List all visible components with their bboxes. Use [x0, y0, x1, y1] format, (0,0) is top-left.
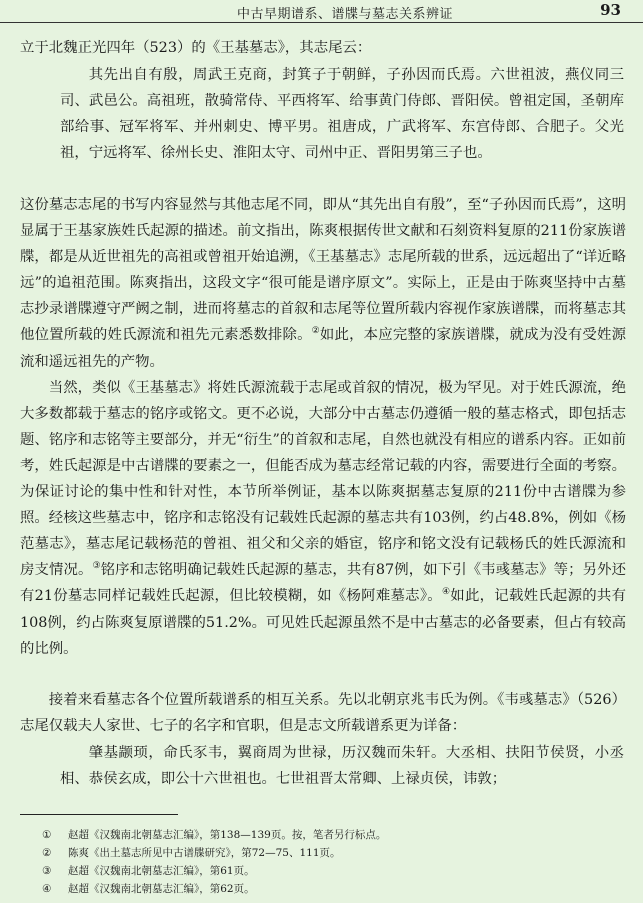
- footnote-ref-3[interactable]: ③: [92, 561, 101, 572]
- footnote-item: [42, 862, 622, 880]
- paragraph-1: [20, 192, 626, 375]
- quote-1-text: 其先出自有殷，周武王克商，封箕子于朝鲜，子孙因而氏焉。六世祖波，燕仪同三司、武邑公。高祖班，散骑常侍、平西将军、给事黄门侍郎、晋阳侯。曾祖定国，圣朝库部给事、冠军将军、并州刺史、博平男。祖唐成，广武将军、东宫侍郎、合肥子。父光祖，宁远将军、徐州长史、淮阳太守、司州中正、晋阳男第三子也。: [60, 67, 624, 162]
- paragraph-3: [20, 687, 626, 739]
- paragraph-1-text: 这份墓志志尾的书写内容显然与其他志尾不同，即从“其先出自有殷”，至“子孙因而氏焉”，这明显属于王基家族姓氏起源的描述。前文指出，陈爽根据传世文献和石刻资料复原的211份家族谱牒，都是从近世祖先的高祖或曾祖开始追溯，《王基墓志》志尾所载的世系，远远超出了“详近略远”的追祖范围。陈爽指出，这段文字“很可能是谱序原文”。实际上，正是由于陈爽坚持中古墓志抄录谱牒遵守严阙之制，进而将墓志的首叙和志尾等位置所载内容视作家族谱牒，而将墓志其他位置所载的姓氏源流和祖先元素悉数排除。: [20, 197, 626, 344]
- intro-line: [20, 35, 626, 61]
- quote-2-text: 肇基颛顼，命氏豕韦，翼商周为世禄，历汉魏而朱轩。大丞相、扶阳节侯贤，小丞相、恭侯玄成，即公十六世祖也。七世祖晋太常卿、上禄贞侯，讳敦；: [60, 745, 624, 788]
- block-quote-1: [60, 62, 624, 166]
- footnote-text: 陈爽《出土墓志所见中古谱牒研究》，第72—75、111页。: [68, 847, 341, 859]
- footnote-item: [42, 880, 622, 898]
- body-paragraphs: [20, 192, 626, 662]
- footnote-number: ③: [42, 865, 52, 877]
- footnote-text: 赵超《汉魏南北朝墓志汇编》，第138—139页。按，笔者另行标点。: [68, 829, 387, 841]
- paragraph-2-text-b: 铭序和志铭明确记载姓氏起源的墓志，共有87例，如下引《韦彧墓志》等；另外还有21份墓志同样记载姓氏起源，但比较模糊，如《杨阿难墓志》。: [20, 562, 626, 605]
- footnote-item: [42, 826, 622, 844]
- intro-text: 立于北魏正光四年（523）的《王基墓志》，其志尾云：: [20, 40, 372, 56]
- page-header: [0, 0, 643, 23]
- page-number: 93: [600, 1, 621, 19]
- footnote-number: ②: [42, 847, 52, 859]
- footnote-text: 赵超《汉魏南北朝墓志汇编》，第62页。: [68, 883, 255, 895]
- running-header-title: 中古早期谱系、谱牒与墓志关系辨证: [236, 7, 453, 22]
- paragraph-2-text-c: 如此，记载姓氏起源的共有108例，约占陈爽复原谱牒的51.2%。可见姓氏起源虽然不是中古墓志的必备要素，但占有较高的比例。: [20, 588, 626, 657]
- footnote-text: 赵超《汉魏南北朝墓志汇编》，第61页。: [68, 865, 255, 877]
- block-quote-2: [60, 740, 624, 792]
- footnotes: [42, 826, 622, 898]
- footnote-number: ④: [42, 883, 52, 895]
- paragraph-1-tail: 如此，本应完整的家族谱牒，就成为没有受姓源流和遥远祖先的产物。: [20, 327, 626, 370]
- footnote-ref-4[interactable]: ④: [441, 587, 451, 598]
- footnote-number: ①: [42, 829, 52, 841]
- paragraph-2-text-a: 当然，类似《王基墓志》将姓氏源流载于志尾或首叙的情况，极为罕见。对于姓氏源流，绝大多数都载于墓志的铭序或铭文。更不必说，大部分中古墓志仍遵循一般的墓志格式，即包括志题、铭序和志铭等主要部分，并无“衍生”的首叙和志尾，自然也就没有相应的谱系内容。正如前考，姓氏起源是中古谱牒的要素之一，但能否成为墓志经常记载的内容，需要进行全面的考察。为保证讨论的集中性和针对性，本节所举例证，基本以陈爽据墓志复原的211份中古谱牒为参照。经核这些墓志中，铭序和志铭没有记载姓氏起源的墓志共有103例，约占48.8%，例如《杨范墓志》，墓志尾记载杨范的曾祖、祖父和父亲的婚宦，铭序和铭文没有记载杨氏的姓氏源流和房支情况。: [20, 379, 626, 579]
- footnote-ref-2[interactable]: ②: [311, 326, 320, 337]
- paragraph-2: [20, 375, 626, 662]
- paragraph-3-text: 接着来看墓志各个位置所载谱系的相互关系。先以北朝京兆韦氏为例。《韦彧墓志》（526）志尾仅载夫人家世、七子的名字和官职，但是志文所载谱系更为详备：: [20, 692, 626, 735]
- footnote-divider: [20, 814, 178, 815]
- footnote-item: [42, 844, 622, 862]
